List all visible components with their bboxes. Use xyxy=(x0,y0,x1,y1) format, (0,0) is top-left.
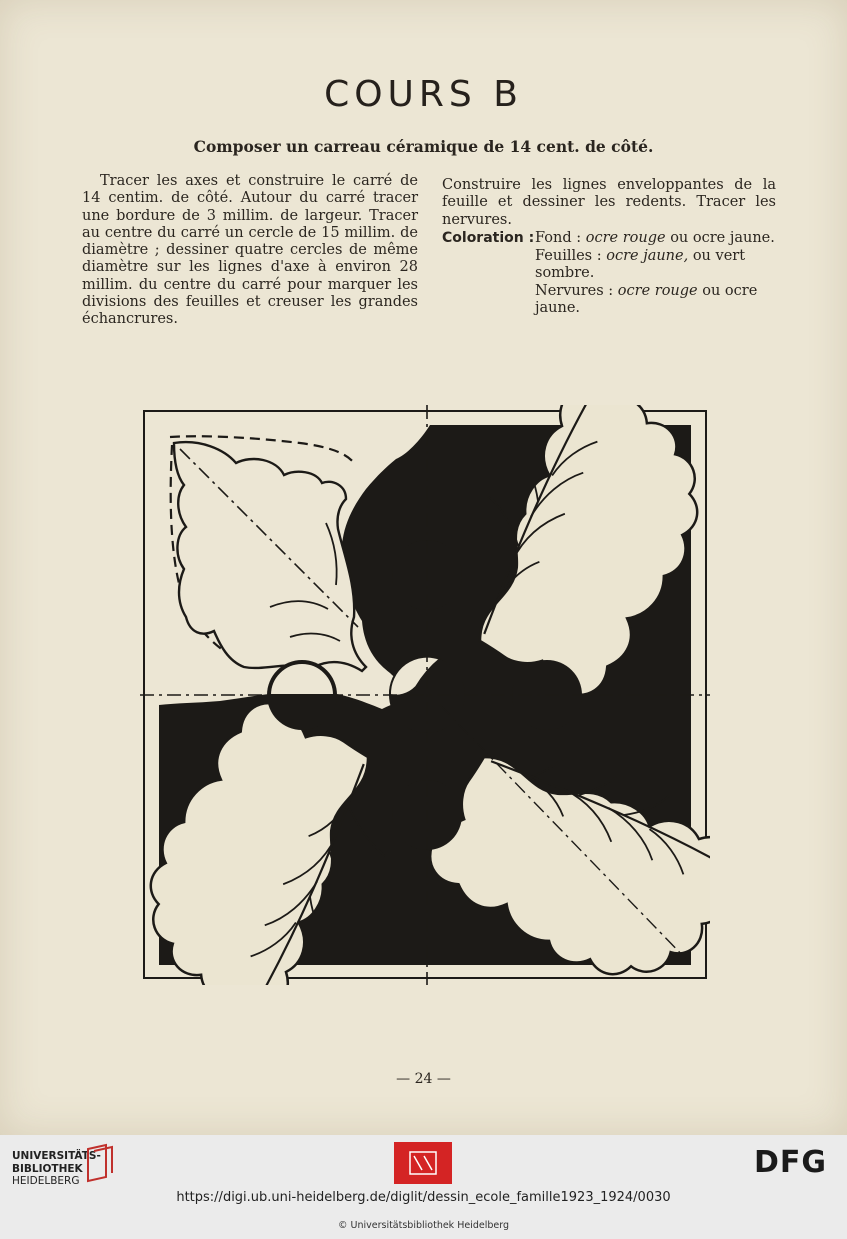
partner-logo-icon xyxy=(394,1142,452,1184)
digitization-footer xyxy=(0,1135,847,1239)
permalink-url[interactable]: https://digi.ub.uni-heidelberg.de/diglit/dessin_ecole_famille1923_1924/0030 xyxy=(176,1190,671,1205)
page-title: COURS B xyxy=(324,74,523,115)
university-library-logo-icon xyxy=(84,1143,118,1183)
instructions-left-column: Tracer les axes et construire le carré de 14 centim. de côté. Autour du carré tracer une bordure de 3 millim. de largeur. Tracer au centre du carré un cercle de 15 millim. de diamètre ; dessiner quatre cercles de même diamètre sur les lignes d'axe à environ 28 millim. du centre du carré pour marquer les divisions des feuilles et creuser les grandes échancrures. xyxy=(82,173,418,328)
page-number: — 24 — xyxy=(396,1071,451,1087)
coloration-feuilles: Feuilles : ocre jaune, ou vert sombre. xyxy=(535,248,746,282)
ceramic-tile-drawing xyxy=(140,405,710,985)
coloration-label: Coloration : xyxy=(442,230,535,246)
exercise-subtitle: Composer un carreau céramique de 14 cent. de côté. xyxy=(193,137,654,156)
university-library-logo-text: UNIVERSITÄTS- BIBLIOTHEK HEIDELBERG xyxy=(12,1150,101,1187)
coloration-fond: Fond : ocre rouge ou ocre jaune. xyxy=(535,230,775,246)
copyright-notice: © Universitätsbibliothek Heidelberg xyxy=(337,1220,509,1231)
coloration-nervures: Nervures : ocre rouge ou ocre jaune. xyxy=(535,283,758,317)
dfg-logo[interactable]: DFG xyxy=(754,1145,828,1180)
partner-logo[interactable] xyxy=(394,1142,452,1184)
instructions-right-column: Construire les lignes enveloppantes de la feuille et dessiner les redents. Tracer les nervures. xyxy=(442,177,776,228)
